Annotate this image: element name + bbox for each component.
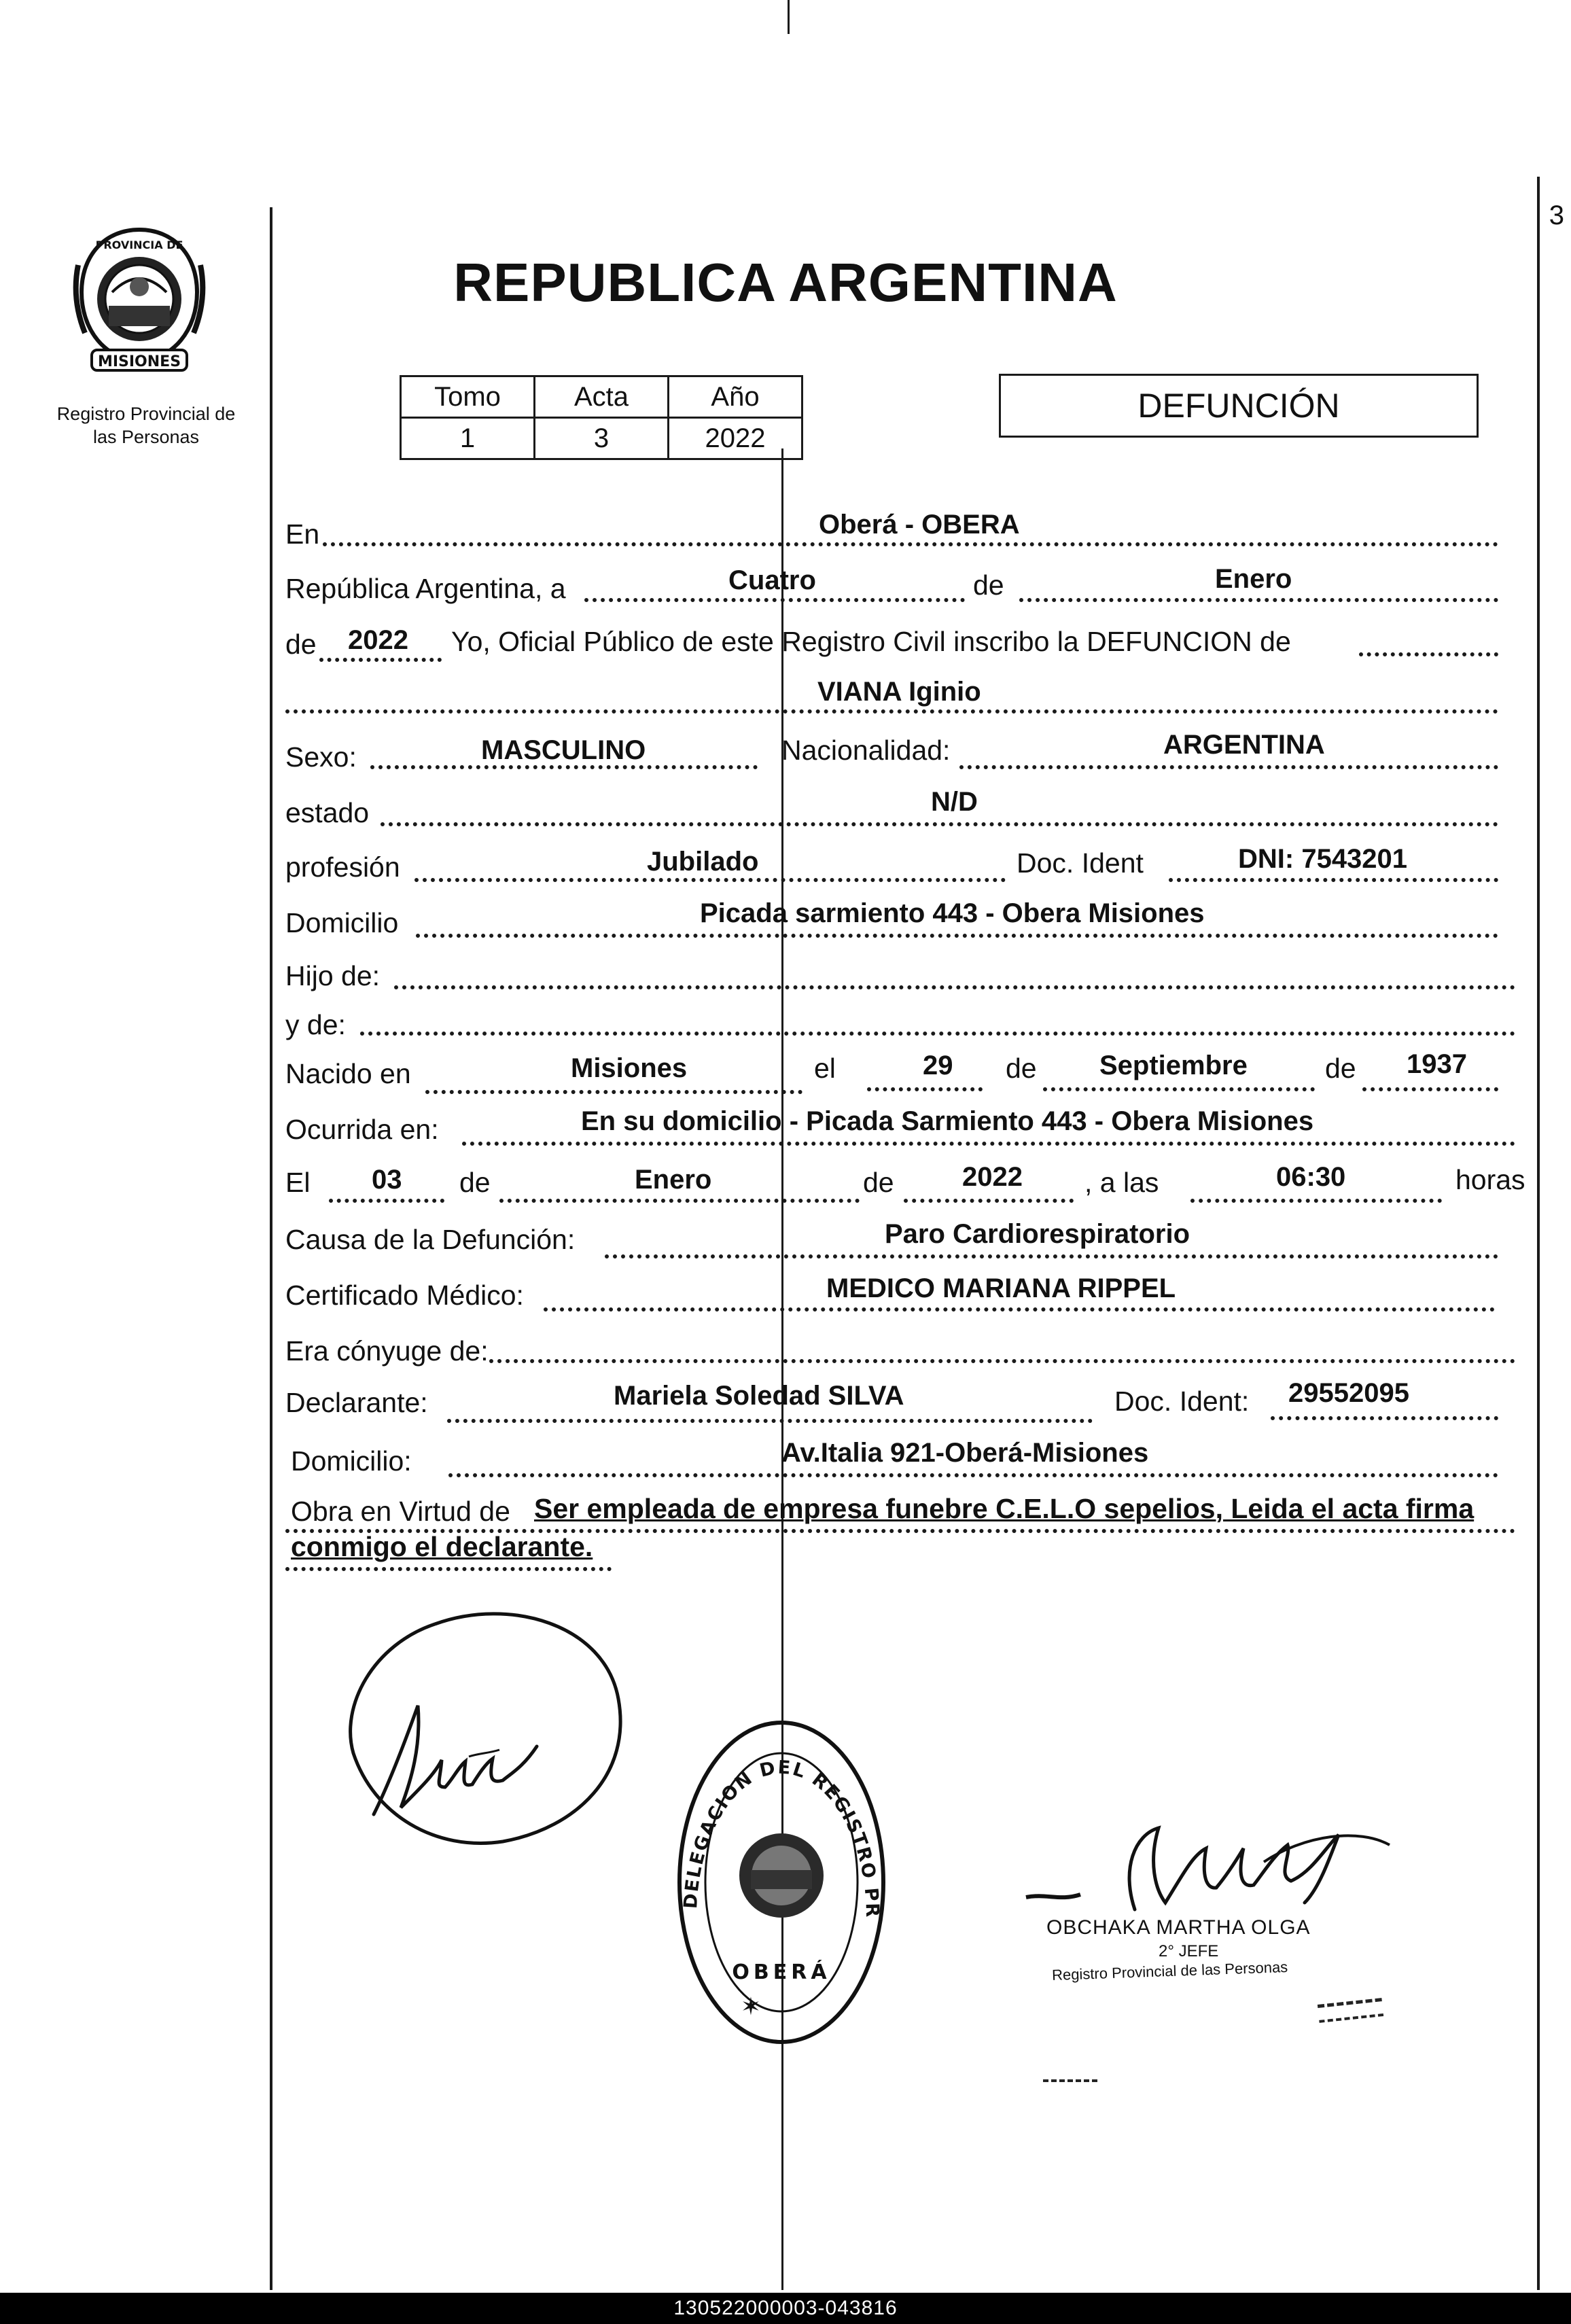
estado-label: estado <box>285 797 370 828</box>
obra-dots-2 <box>285 1567 612 1571</box>
de-label-3: de <box>1325 1053 1356 1084</box>
obra-label: Obra en Virtud de <box>291 1496 510 1527</box>
official-name: OBCHAKA MARTHA OLGA <box>1046 1916 1311 1939</box>
hijo-dots <box>394 985 1515 989</box>
causa-value: Paro Cardiorespiratorio <box>885 1219 1190 1249</box>
record-table-header-row <box>401 376 802 418</box>
el-label: el <box>814 1053 836 1084</box>
profesion-label: profesión <box>285 851 400 883</box>
official-signature <box>1019 1808 1400 1916</box>
doc-ident-label: Doc. Ident <box>1017 847 1144 879</box>
official-seal <box>669 1712 894 2052</box>
sexo-label: Sexo: <box>285 741 357 773</box>
de-label-1: de <box>973 569 1004 601</box>
registry-label-line2: las Personas <box>92 427 200 447</box>
sexo-value: MASCULINO <box>481 735 646 765</box>
ocurrida-label: Ocurrida en: <box>285 1114 439 1145</box>
death-day: 03 <box>372 1165 402 1195</box>
top-tick-mark <box>788 0 790 34</box>
profesion-value: Jubilado <box>647 847 759 877</box>
doc-ident-dots <box>1169 878 1498 882</box>
ocurrida-dots <box>462 1142 1515 1146</box>
hijo-label: Hijo de: <box>285 960 381 991</box>
acta-value: 3 <box>535 418 669 459</box>
official-role: 2° JEFE <box>1159 1942 1219 1960</box>
estado-dots <box>381 822 1498 826</box>
conyuge-label: Era cónyuge de: <box>285 1335 489 1367</box>
de-label-5: de <box>863 1167 894 1198</box>
stamp-smudge-right <box>1318 1998 1383 2023</box>
causa-dots <box>605 1254 1498 1258</box>
declarante-domicilio-dots <box>448 1473 1498 1477</box>
month-dots <box>1019 598 1498 602</box>
registry-label <box>41 402 251 448</box>
footer-code-bar: 130522000003-043816 <box>0 2293 1571 2324</box>
yde-label: y de: <box>285 1009 346 1040</box>
official-registry: Registro Provincial de las Personas <box>1051 1958 1288 1984</box>
certificado-value: MEDICO MARIANA RIPPEL <box>826 1273 1176 1303</box>
doc-ident-label-2: Doc. Ident: <box>1114 1386 1250 1417</box>
day-dots <box>584 598 965 602</box>
yde-dots <box>360 1032 1515 1036</box>
declarant-signature <box>333 1583 632 1869</box>
record-table-value-row <box>401 418 802 459</box>
conyuge-dots <box>489 1359 1515 1363</box>
tomo-value: 1 <box>401 418 535 459</box>
certificado-dots <box>544 1307 1495 1311</box>
deceased-name: VIANA Iginio <box>817 677 981 707</box>
death-day-dots <box>329 1199 444 1203</box>
causa-label: Causa de la Defunción: <box>285 1224 576 1255</box>
anio-value: 2022 <box>669 418 802 459</box>
declarante-value: Mariela Soledad SILVA <box>614 1381 904 1411</box>
yo-dots <box>1359 652 1498 656</box>
svg-text:MISIONES: MISIONES <box>97 353 181 370</box>
de-label-4: de <box>459 1167 491 1198</box>
ocurrida-value: En su domicilio - Picada Sarmiento 443 - Obera Misiones <box>581 1106 1314 1136</box>
svg-text:✶: ✶ <box>740 1992 762 2020</box>
stamp-smudge-left <box>1043 2079 1097 2089</box>
el-label-2: El <box>285 1167 311 1198</box>
en-value: Oberá - OBERA <box>819 510 1020 540</box>
death-year: 2022 <box>962 1162 1023 1192</box>
left-border-line <box>270 207 272 2290</box>
domicilio-value: Picada sarmiento 443 - Obera Misiones <box>700 898 1205 928</box>
doc-ident-value: DNI: 7543201 <box>1238 844 1408 874</box>
nacionalidad-dots <box>959 765 1498 769</box>
death-month-dots <box>499 1199 860 1203</box>
death-time: 06:30 <box>1276 1162 1346 1192</box>
year-label: de <box>285 629 317 660</box>
day-value: Cuatro <box>728 565 816 595</box>
certificado-label: Certificado Médico: <box>285 1280 524 1311</box>
obra-value-line2: conmigo el declarante. <box>291 1531 593 1562</box>
acta-header: Acta <box>535 376 669 418</box>
death-year-dots <box>904 1199 1074 1203</box>
svg-text:PROVINCIA DE: PROVINCIA DE <box>95 239 183 251</box>
name-dots <box>285 709 1498 714</box>
seal-text-bottom: OBERÁ <box>732 1960 831 1984</box>
death-time-dots <box>1190 1199 1442 1203</box>
profesion-dots <box>414 878 1006 882</box>
month-value: Enero <box>1215 564 1292 594</box>
birth-day-dots <box>867 1087 983 1091</box>
en-label: En <box>285 518 320 550</box>
nacido-dots <box>425 1090 802 1094</box>
document-type-box: DEFUNCIÓN <box>999 374 1479 438</box>
estado-value: N/D <box>931 787 978 817</box>
yo-text: Yo, Oficial Público de este Registro Civil inscribo la DEFUNCION de <box>451 626 1291 657</box>
anio-header: Año <box>669 376 802 418</box>
republica-label: República Argentina, a <box>285 573 566 604</box>
death-month: Enero <box>635 1165 712 1195</box>
domicilio-label-2: Domicilio: <box>291 1445 412 1477</box>
birth-year: 1937 <box>1407 1049 1467 1079</box>
year-dots <box>319 658 442 662</box>
horas-label: horas <box>1455 1164 1525 1195</box>
nacido-value: Misiones <box>571 1053 688 1083</box>
tomo-header: Tomo <box>401 376 535 418</box>
birth-year-dots <box>1362 1087 1498 1091</box>
domicilio-label: Domicilio <box>285 907 399 938</box>
domicilio-dots <box>416 934 1498 938</box>
declarante-doc: 29552095 <box>1288 1378 1409 1408</box>
nacido-label: Nacido en <box>285 1058 411 1089</box>
record-table <box>400 375 803 460</box>
declarante-domicilio: Av.Italia 921-Oberá-Misiones <box>781 1438 1149 1468</box>
obra-value-line1: Ser empleada de empresa funebre C.E.L.O sepelios, Leida el acta firma <box>534 1493 1475 1524</box>
registry-label-line1: Registro Provincial de <box>56 404 236 424</box>
birth-month-dots <box>1043 1087 1315 1091</box>
birth-month: Septiembre <box>1099 1051 1248 1080</box>
nacionalidad-value: ARGENTINA <box>1163 730 1325 760</box>
seal-text-top: DELEGACION DEL REGISTRO PR <box>679 1757 883 1919</box>
de-label-2: de <box>1006 1053 1037 1084</box>
nacionalidad-label: Nacionalidad: <box>781 735 951 766</box>
document-title: REPUBLICA ARGENTINA <box>453 252 1118 313</box>
alas-label: , a las <box>1084 1167 1159 1198</box>
year-value: 2022 <box>348 625 408 655</box>
page-number: 3 <box>1549 200 1564 230</box>
declarante-dots <box>447 1419 1093 1423</box>
en-dots <box>323 542 1498 546</box>
declarante-doc-dots <box>1271 1416 1498 1420</box>
birth-day: 29 <box>923 1051 953 1080</box>
right-border-line <box>1537 177 1540 2290</box>
declarante-label: Declarante: <box>285 1387 428 1418</box>
